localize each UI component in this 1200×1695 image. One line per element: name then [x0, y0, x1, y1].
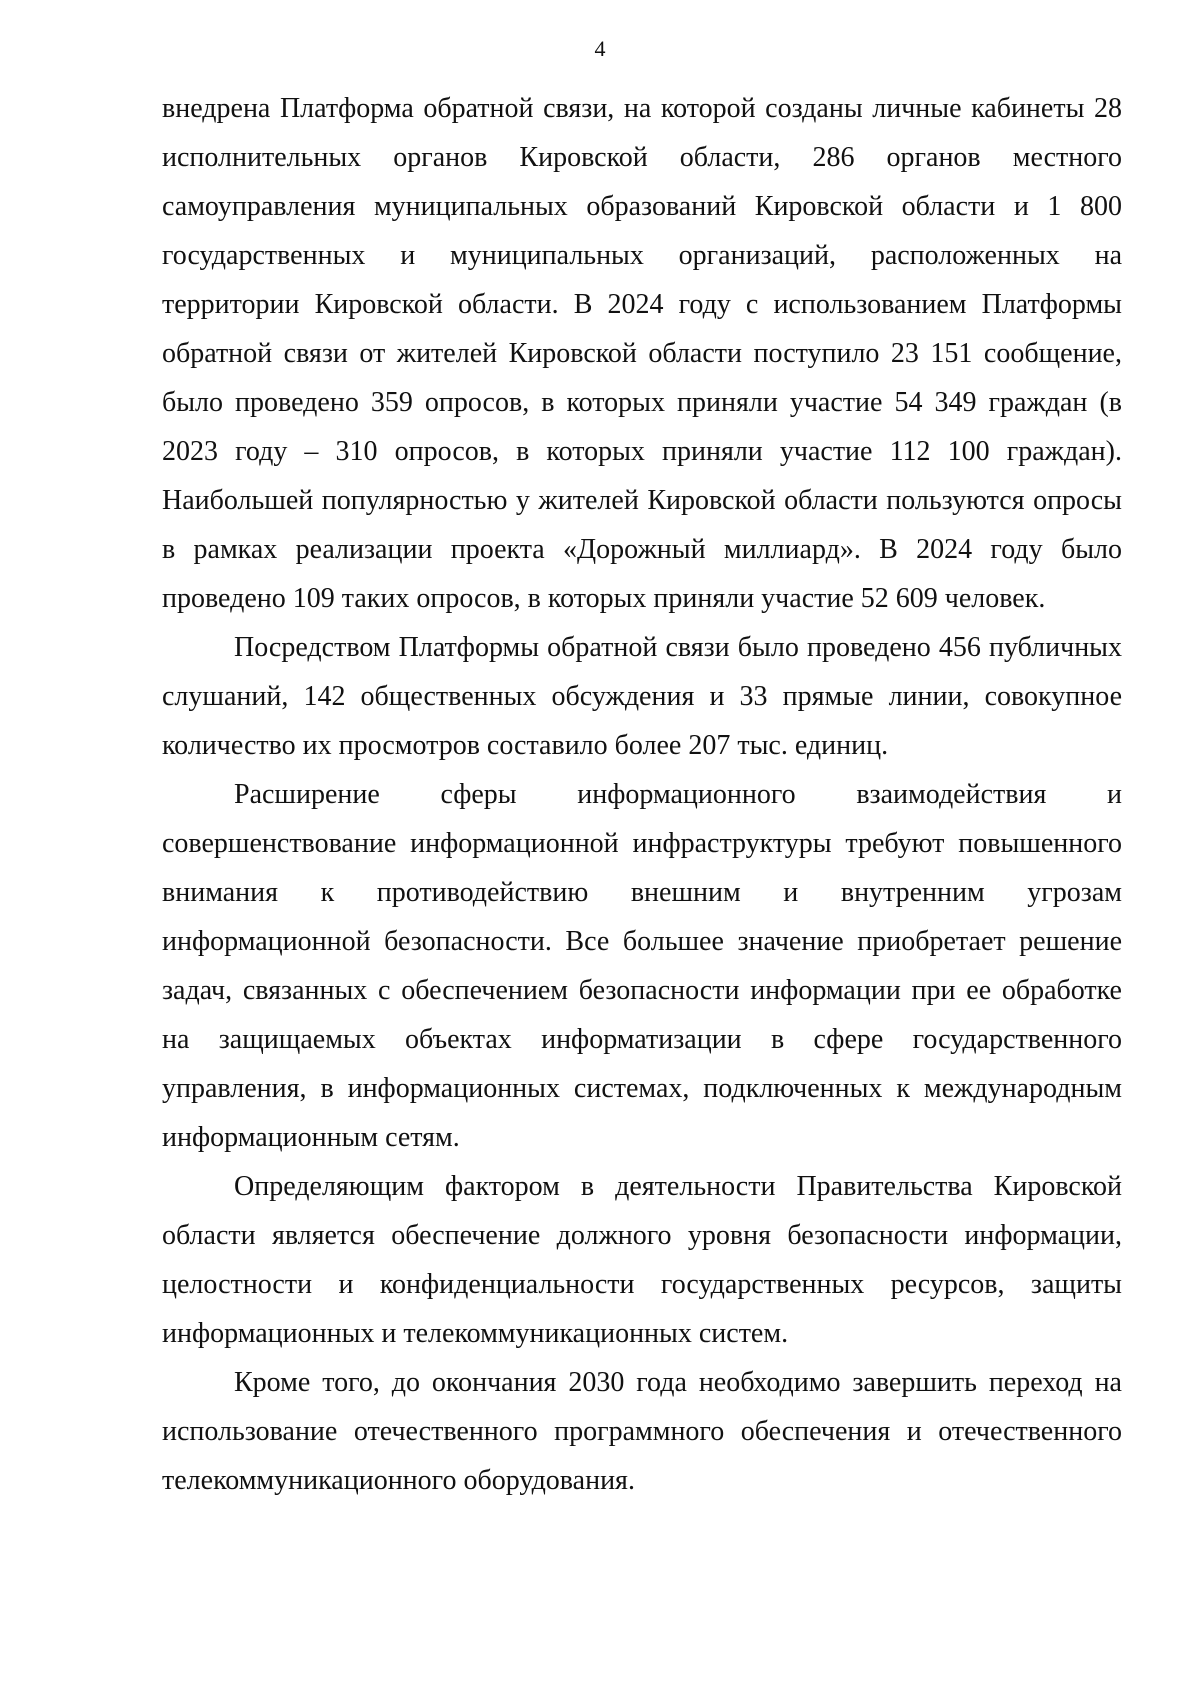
- paragraph-feedback-platform: внедрена Платформа обратной связи, на которой созданы личные кабинеты 28 исполнительных органов Кировской области, 286 органов местного самоуправления муниципальных образований Кировской области и 1 800 государственных и муниципальных организаций, расположенных на территории Кировской области. В 2024 году с использованием Платформы обратной связи от жителей Кировской области поступило 23 151 сообщение, было проведено 359 опросов, в которых приняли участие 54 349 граждан (в 2023 году – 310 опросов, в которых приняли участие 112 100 граждан). Наибольшей популярностью у жителей Кировской области пользуются опросы в рамках реализации проекта «Дорожный миллиард». В 2024 году было проведено 109 таких опросов, в которых приняли участие 52 609 человек.: [162, 93, 1122, 614]
- page-number: 4: [594, 36, 606, 61]
- paragraph-government-security: Определяющим фактором в деятельности Правительства Кировской области является обеспечение должного уровня безопасности информации, целостности и конфиденциальности государственных ресурсов, защиты информационных и телекоммуникационных систем.: [162, 1171, 1122, 1349]
- paragraph-import-substitution: Кроме того, до окончания 2030 года необходимо завершить переход на использование отечественного программного обеспечения и отечественного телекоммуникационного оборудования.: [162, 1367, 1122, 1496]
- paragraph-public-hearings: Посредством Платформы обратной связи было проведено 456 публичных слушаний, 142 общественных обсуждения и 33 прямые линии, совокупное количество их просмотров составило более 207 тыс. единиц.: [162, 632, 1122, 761]
- document-body: [162, 84, 1122, 1505]
- paragraph-information-security: Расширение сферы информационного взаимодействия и совершенствование информационной инфраструктуры требуют повышенного внимания к противодействию внешним и внутренним угрозам информационной безопасности. Все большее значение приобретает решение задач, связанных с обеспечением безопасности информации при ее обработке на защищаемых объектах информатизации в сфере государственного управления, в информационных системах, подключенных к международным информационным сетям.: [162, 779, 1122, 1153]
